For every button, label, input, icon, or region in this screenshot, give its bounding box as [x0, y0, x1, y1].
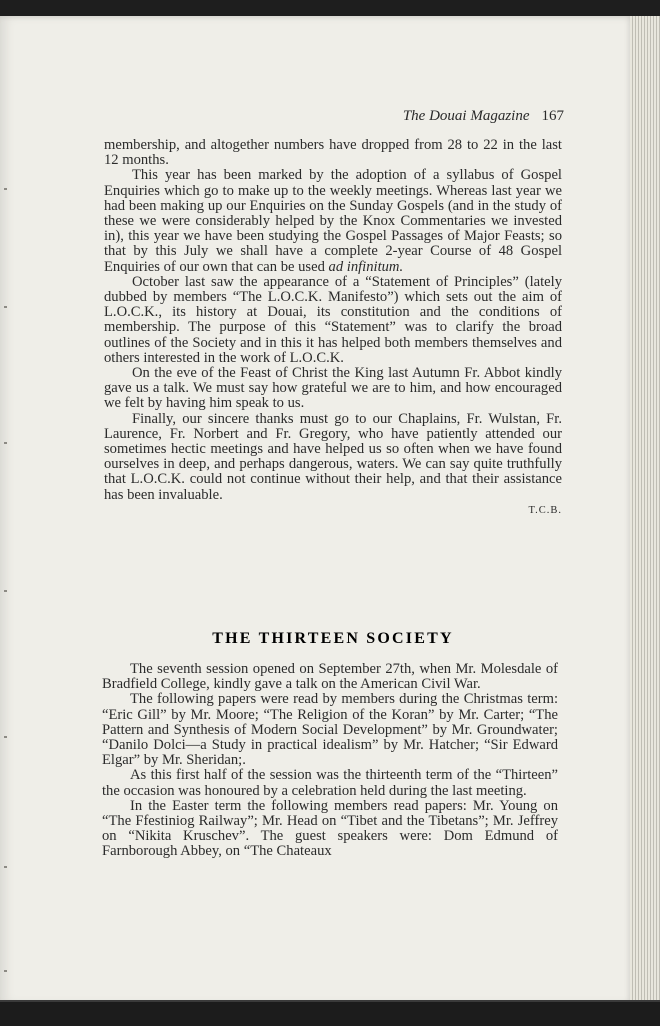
section-heading: THE THIRTEEN SOCIETY: [212, 630, 454, 647]
paragraph: [104, 168, 562, 274]
author-initials: T.C.B.: [528, 504, 562, 516]
paragraph: On the eve of the Feast of Christ the King last Autumn Fr. Abbot kindly gave us a talk. We must say how grateful we are to him, and how encouraged we felt by having him speak to us.: [104, 365, 562, 412]
section-heading-wrapper: [104, 618, 562, 648]
lock-article-continuation: [104, 138, 562, 518]
paragraph: membership, and altogether numbers have dropped from 28 to 22 in the last 12 months.: [104, 137, 562, 169]
paragraph: As this first half of the session was the thirteenth term of the “Thirteen” the occasion was honoured by a celebration held during the last meeting.: [102, 767, 558, 799]
thirteen-society-article: [102, 662, 558, 860]
paragraph: Finally, our sincere thanks must go to our Chaplains, Fr. Wulstan, Fr. Laurence, Fr. Norbert and Fr. Gregory, who have patiently attended our sometimes hectic meetings and have helped us so often when we have found ourselves in deep, and perhaps dangerous, waters. We can say quite truthfully that L.O.C.K. could not continue without their help, and that their assistance has been invaluable.: [104, 410, 562, 503]
magazine-title: The Douai Magazine: [402, 108, 530, 124]
page-edges: [630, 16, 660, 1006]
running-head: [104, 108, 564, 125]
paragraph: October last saw the appearance of a “Statement of Principles” (lately dubbed by members “The L.O.C.K. Manifesto”) which sets out the aim of L.O.C.K., its history at Douai, its constitution and the conditions of membership. The purpose of this “Statement” was to clarify the broad outlines of the Society and in this it has helped both members themselves and others interested in the work of L.O.C.K.: [104, 273, 562, 366]
paragraph: The seventh session opened on September 27th, when Mr. Molesdale of Bradfield College, kindly gave a talk on the American Civil War.: [102, 661, 558, 693]
gutter-marks: [3, 16, 9, 996]
paragraph: The following papers were read by members during the Christmas term: “Eric Gill” by Mr. Moore; “The Religion of the Koran” by Mr. Carter; “The Pattern and Synthesis of Modern Social Development” by Mr. Groundwater; “Danilo Dolci—a Study in practical idealism” by Mr. Hatcher; “Sir Edward Elgar” by Mr. Sheridan;.: [102, 691, 558, 769]
paragraph: In the Easter term the following members read papers: Mr. Young on “The Ffestiniog Railway”; Mr. Head on “Tibet and the Tibetans”; Mr. Jeffrey on “Nikita Kruschev”. The guest speakers were: Dom Edmund of Farnborough Abbey, on “The Chateaux: [102, 797, 558, 860]
page-number: 167: [541, 108, 564, 124]
book-binding-bottom: [0, 1000, 660, 1026]
paragraph-italic-text: ad infinitum.: [328, 258, 404, 275]
paragraph-text: This year has been marked by the adoption of a syllabus of Gospel Enquiries which go to make up to the weekly meetings. Whereas last year we had been making up our Enquiries on the Sunday Gospels (and in the study of these we were considerably helped by the Knox Commentaries we invested in), this year we have been studying the Gospel Passages of Major Feasts; so that by this July we shall have a complete 2-year Course of 48 Gospel Enquiries of our own that can be used: [104, 167, 562, 275]
